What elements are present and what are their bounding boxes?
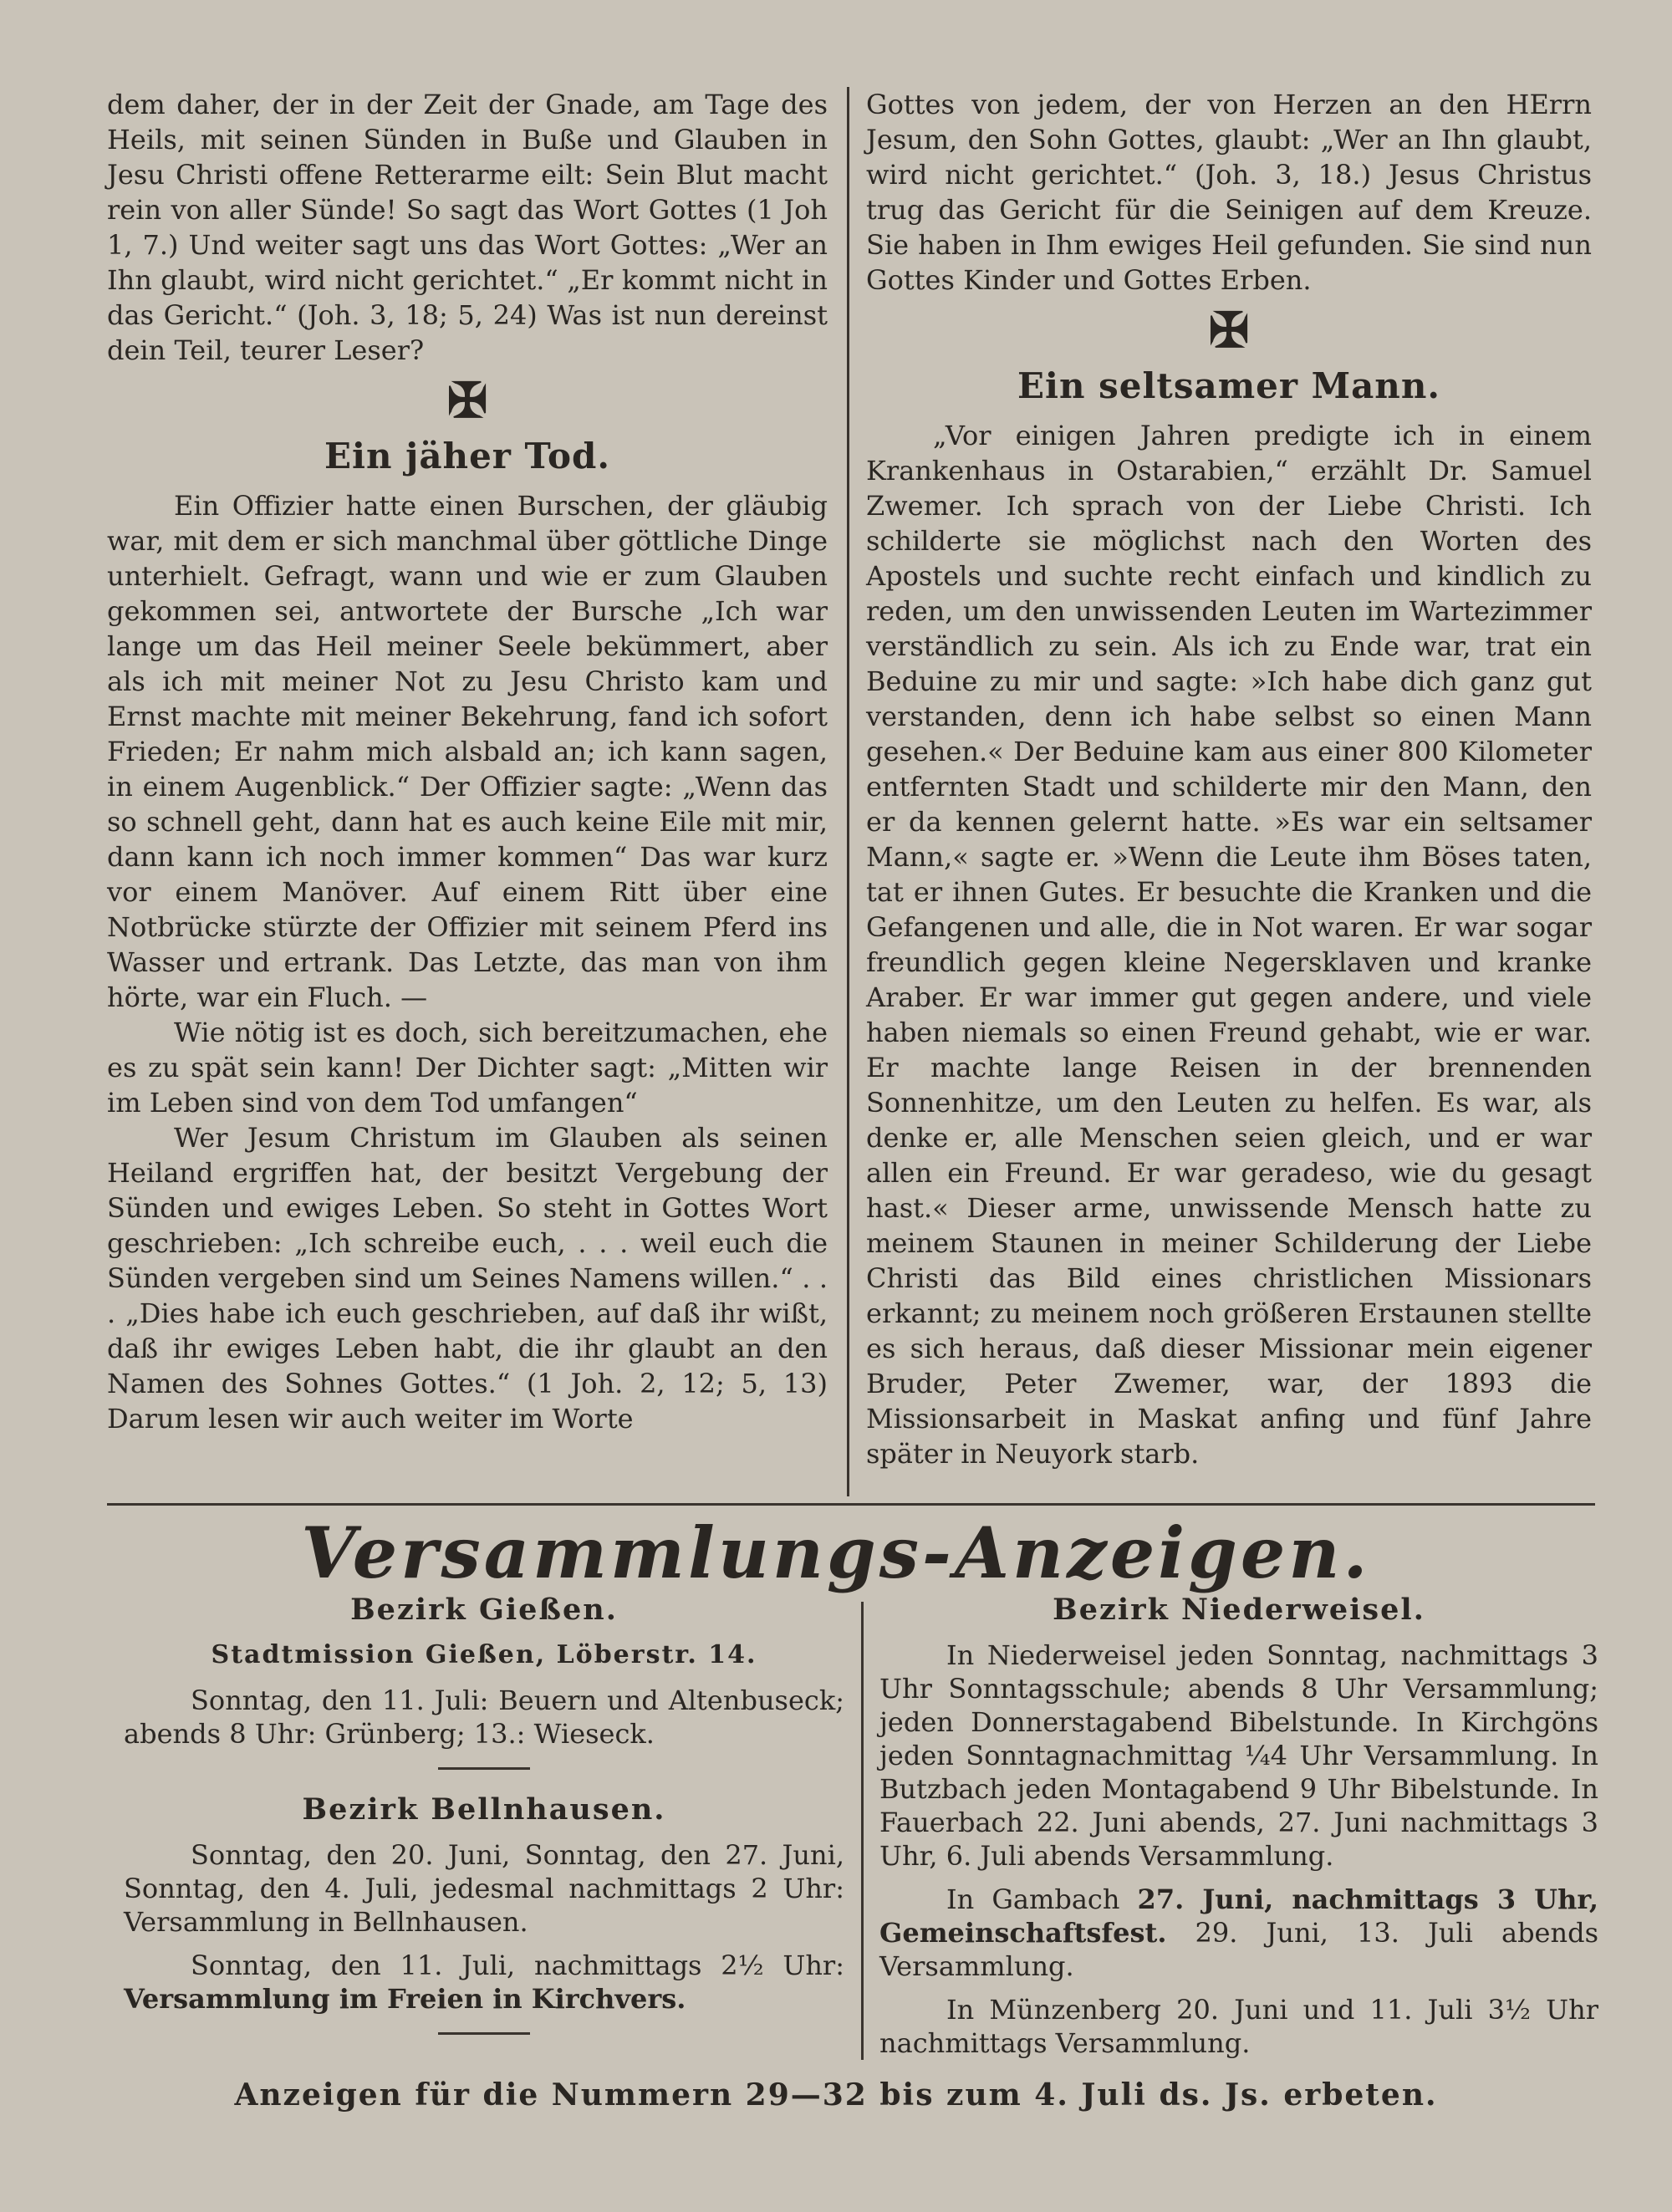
- gambach-event: 27. Juni, nachmittags 3 Uhr, Gemeinschaftsfest.: [879, 1883, 1599, 1949]
- niederweisel-text-1: In Niederweisel jeden Sonntag, nachmittags 3 Uhr Sonntagsschule; abends 8 Uhr Versammlung; jeden Donnerstagabend Bibelstunde. In Kirchgöns jeden Sonntagnachmittag ¼4 Uhr Versammlung. In Butzbach jeden Montagabend 9 Uhr Bibelstunde. In Fauerbach 22. Juni abends, 27. Juni nachmittags 3 Uhr, 6. Juli abends Versammlung.: [879, 1639, 1598, 1872]
- section-divider: [107, 1503, 1595, 1506]
- bellnhausen-text-2: [124, 1949, 844, 2016]
- giessen-text: Sonntag, den 11. Juli: Beuern und Altenbuseck; abends 8 Uhr: Grünberg; 13.: Wieseck.: [124, 1684, 844, 1750]
- niederweisel-text-2: [879, 1883, 1598, 1983]
- article-heading-seltsamer-mann: Ein seltsamer Mann.: [1017, 365, 1441, 406]
- left-paragraph-1: dem daher, der in der Zeit der Gnade, am Tage des Heils, mit seinen Sünden in Buße und Glauben in Jesu Christi offene Retterarme eilt: Sein Blut macht rein von aller Sünde! So sagt das Wort Gottes (1 Joh 1, 7.) Und weiter sagt uns das Wort Gottes: „Wer an Ihn glaubt, wird nicht gerichtet.“ „Er kommt nicht in das Gericht.“ (Joh. 3, 18; 5, 24) Was ist nun dereinst dein Teil, teurer Leser?: [107, 89, 828, 366]
- ornament-icon: ✠: [446, 372, 488, 429]
- footer-note: Anzeigen für die Nummern 29—32 bis zum 4. Juli ds. Js. erbeten.: [234, 2077, 1438, 2113]
- bellnhausen-date: Sonntag, den 11. Juli, nachmittags 2½ Uhr:: [191, 1950, 844, 1981]
- right-paragraph-1: Gottes von jedem, der von Herzen an den HErrn Jesum, den Sohn Gottes, glaubt: „Wer an Ihn glaubt, wird nicht gerichtet.“ (Joh. 3, 18.) Jesus Christus trug das Gericht für die Seinigen auf dem Kreuze. Sie haben in Ihm ewiges Heil gefunden. Sie sind nun Gottes Kinder und Gottes Erben.: [866, 89, 1592, 296]
- right-paragraph-2: „Vor einigen Jahren predigte ich in einem Krankenhaus in Ostarabien,“ erzählt Dr. Samuel Zwemer. Ich sprach von der Liebe Christi. Ich schilderte sie möglichst nach den Worten des Apostels und suchte recht einfach und kindlich zu reden, um den unwissenden Leuten im Wartezimmer verständlich zu sein. Als ich zu Ende war, trat ein Beduine zu mir und sagte: »Ich habe dich ganz gut verstanden, denn ich habe selbst so einen Mann gesehen.« Der Beduine kam aus einer 800 Kilometer entfernten Stadt und schilderte mir den Mann, den er da kennen gelernt hatte. »Es war ein seltsamer Mann,« sagte er. »Wenn die Leute ihm Böses taten, tat er ihnen Gutes. Er besuchte die Kranken und die Gefangenen und alle, die in Not waren. Er war sogar freundlich gegen kleine Negersklaven und kranke Araber. Er war immer gut gegen andere, und viele haben niemals so einen Freund gehabt, wie er war. Er machte lange Reisen in der brennenden Sonnenhitze, um den Leuten zu helfen. Es war, als denke er, alle Menschen seien gleich, und er war allen ein Freund. Er war geradeso, wie du gesagt hast.« Dieser arme, unwissende Mensch hatte zu meinem Staunen in meiner Schilderung der Liebe Christi das Bild eines christlichen Missionars erkannt; zu meinem noch größeren Erstaunen stellte es sich heraus, daß dieser Missionar mein eigener Bruder, Peter Zwemer, war, der 1893 die Missionsarbeit in Maskat anfing und fünf Jahre später in Neuyork starb.: [866, 420, 1592, 1470]
- district-subheading-giessen: Stadtmission Gießen, Löberstr. 14.: [211, 1640, 757, 1669]
- announcements-right: [879, 1592, 1598, 2070]
- column-divider: [847, 87, 849, 1496]
- niederweisel-text-3: In Münzenberg 20. Juni und 11. Juli 3½ Uhr nachmittags Versammlung.: [879, 1994, 1598, 2059]
- bellnhausen-event: Versammlung im Freien in Kirchvers.: [124, 1983, 686, 2015]
- right-column: [866, 87, 1592, 1471]
- district-heading-niederweisel: Bezirk Niederweisel.: [1053, 1593, 1425, 1627]
- left-column: [107, 87, 828, 1436]
- announcements-divider: [861, 1602, 864, 2060]
- left-paragraph-2: Ein Offizier hatte einen Burschen, der gläubig war, mit dem er sich manchmal über göttliche Dinge unterhielt. Gefragt, wann und wie er zum Glauben gekommen sei, antwortete der Bursche „Ich war lange um das Heil meiner Seele bekümmert, aber als ich mit meiner Not zu Jesu Christo kam und Ernst machte mit meiner Bekehrung, fand ich sofort Frieden; Er nahm mich alsbald an; ich kann sagen, in einem Augenblick.“ Der Offizier sagte: „Wenn das so schnell geht, dann hat es auch keine Eile mit mir, dann kann ich noch immer kommen“ Das war kurz vor einem Manöver. Auf einem Ritt über eine Notbrücke stürzte der Offizier mit seinem Pferd ins Wasser und ertrank. Das Letzte, das man von ihm hörte, war ein Fluch. —: [107, 490, 828, 1013]
- district-heading-giessen: Bezirk Gießen.: [350, 1593, 618, 1627]
- announcements-left: [124, 1592, 844, 2057]
- gambach-label: In Gambach: [946, 1883, 1120, 1915]
- district-heading-bellnhausen: Bezirk Bellnhausen.: [302, 1792, 666, 1827]
- gambach-more: 29. Juni, 13. Juli abends Versammlung.: [879, 1917, 1598, 1982]
- divider: [438, 2032, 530, 2035]
- announcements-title: Versammlungs-Anzeigen.: [301, 1511, 1371, 1594]
- left-paragraph-3: Wie nötig ist es doch, sich bereitzumachen, ehe es zu spät sein kann! Der Dichter sagt: „Mitten wir im Leben sind von dem Tod umfangen“: [107, 1017, 828, 1119]
- ornament-icon: ✠: [1208, 302, 1250, 359]
- article-heading-jaeher-tod: Ein jäher Tod.: [324, 436, 610, 477]
- left-paragraph-4: Wer Jesum Christum im Glauben als seinen Heiland ergriffen hat, der besitzt Vergebung der Sünden und ewiges Leben. So steht in Gottes Wort geschrieben: „Ich schreibe euch, . . . weil euch die Sünden vergeben sind um Seines Namens willen.“ . . . „Dies habe ich euch geschrieben, auf daß ihr wißt, daß ihr ewiges Leben habt, die ihr glaubt an den Namen des Sohnes Gottes.“ (1 Joh. 2, 12; 5, 13) Darum lesen wir auch weiter im Worte: [107, 1122, 828, 1435]
- bellnhausen-text-1: Sonntag, den 20. Juni, Sonntag, den 27. Juni, Sonntag, den 4. Juli, jedesmal nachmittags 2 Uhr: Versammlung in Bellnhausen.: [124, 1839, 844, 1938]
- divider: [438, 1767, 530, 1770]
